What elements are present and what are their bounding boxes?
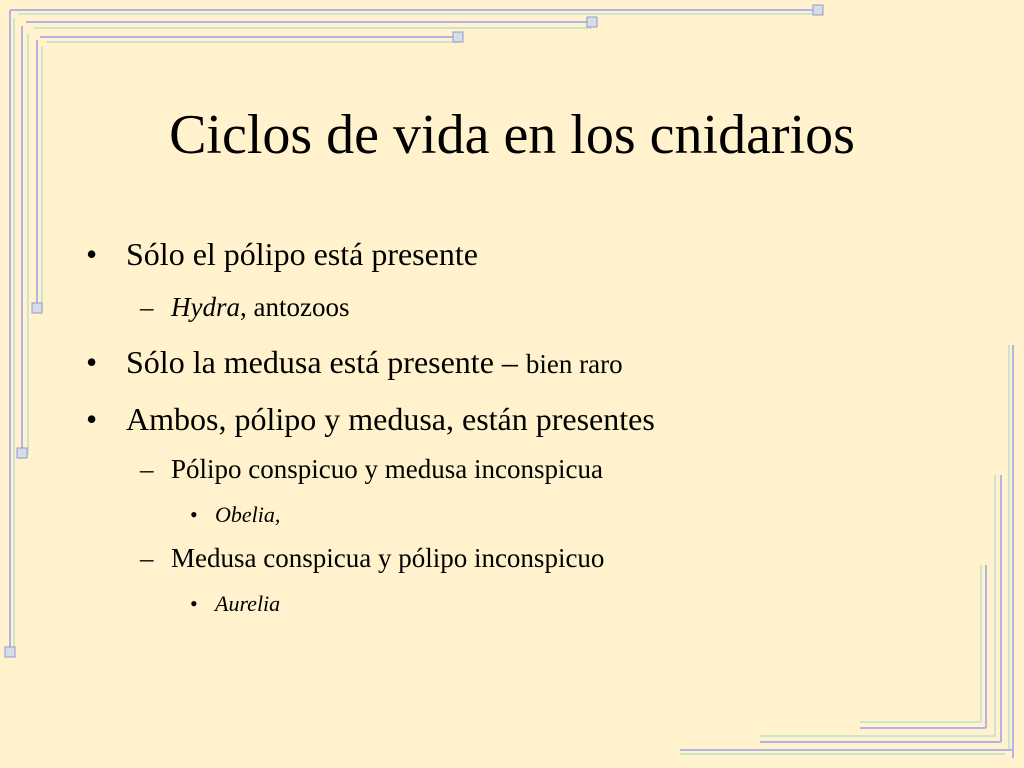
sub-item: Medusa conspicua y pólipo inconspicuo bbox=[171, 543, 605, 573]
bullet-item-text: Sólo la medusa está presente – bbox=[126, 344, 526, 380]
slide-title: Ciclos de vida en los cnidarios bbox=[169, 104, 855, 166]
bullet-item bbox=[126, 342, 623, 384]
bullet-marker: • bbox=[86, 401, 98, 437]
bullet-marker: • bbox=[86, 344, 98, 380]
bullet-item-note: bien raro bbox=[525, 349, 623, 379]
bullet-item: Ambos, pólipo y medusa, están presentes bbox=[126, 401, 655, 437]
sub-sub-item: Obelia, bbox=[215, 502, 281, 527]
sub-sub-item: Aurelia bbox=[215, 591, 281, 616]
bullet-item: Sólo el pólipo está presente bbox=[126, 236, 478, 272]
dash-marker: – bbox=[140, 543, 154, 573]
taxon-name: Hydra bbox=[171, 292, 240, 322]
bullet-marker: • bbox=[190, 591, 198, 616]
sub-item: Pólipo conspicuo y medusa inconspicua bbox=[171, 454, 603, 484]
dash-marker: – bbox=[140, 454, 154, 484]
sub-item-rest: , antozoos bbox=[240, 292, 350, 322]
bullet-marker: • bbox=[86, 236, 98, 272]
sub-item bbox=[171, 290, 349, 324]
dash-marker: – bbox=[140, 292, 154, 322]
bullet-marker: • bbox=[190, 502, 198, 527]
